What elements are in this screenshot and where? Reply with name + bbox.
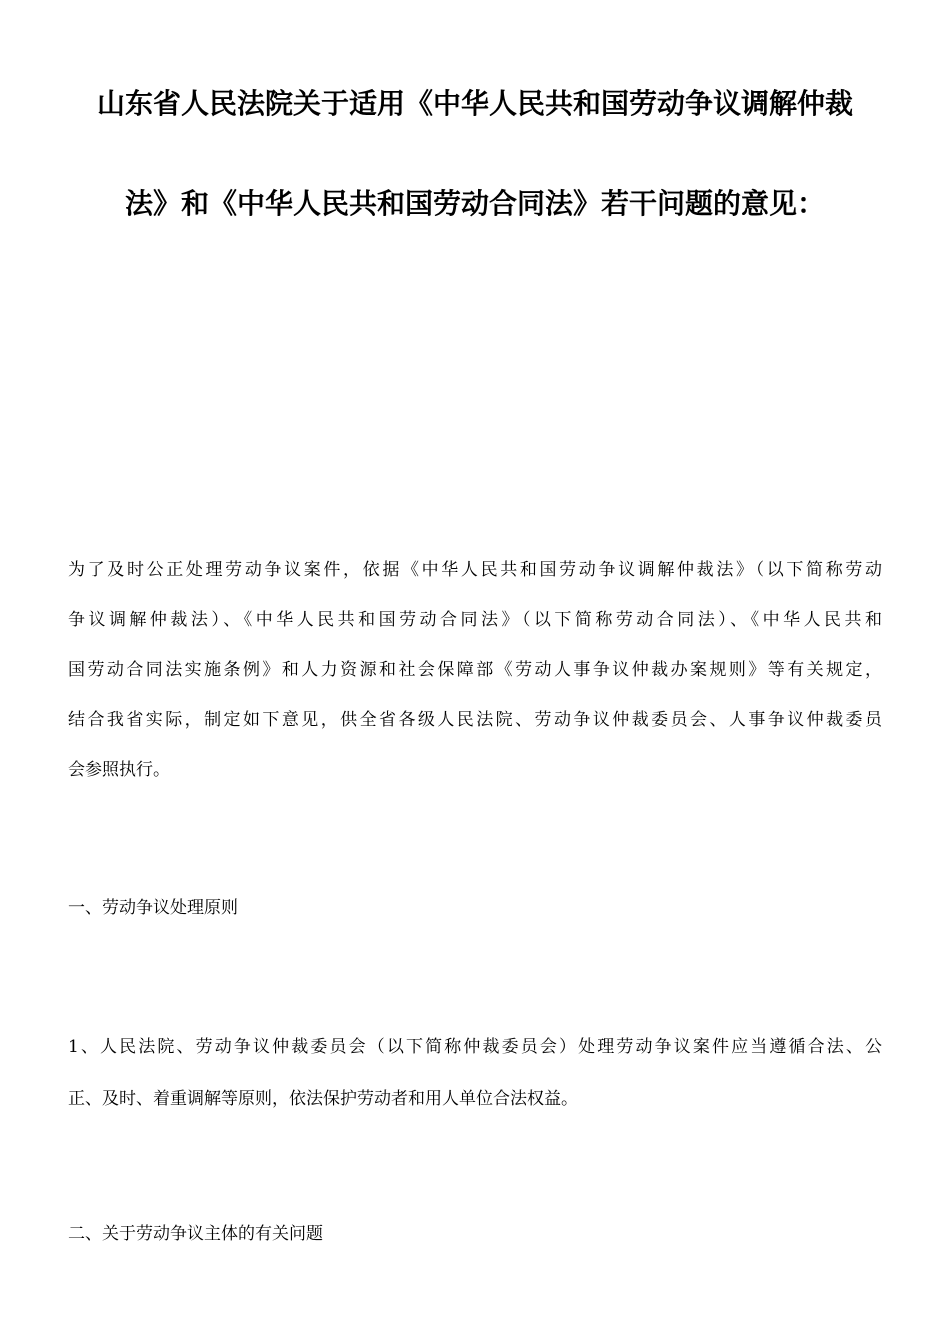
section-heading-1: 一、劳动争议处理原则 (68, 898, 238, 918)
document-title-line-2: 法》和《中华人民共和国劳动合同法》若干问题的意见： (124, 187, 825, 220)
item-1-line: 1、人民法院、劳动争议仲裁委员会（以下简称仲裁委员会）处理劳动争议案件应当遵循合法、公 (68, 1037, 882, 1057)
intro-line: 会参照执行。 (68, 760, 170, 780)
intro-line: 为了及时公正处理劳动争议案件，依据《中华人民共和国劳动争议调解仲裁法》（以下简称劳动 (68, 560, 882, 580)
intro-line: 争议调解仲裁法）、《中华人民共和国劳动合同法》（以下简称劳动合同法）、《中华人民共和 (68, 610, 882, 630)
intro-line: 国劳动合同法实施条例》和人力资源和社会保障部《劳动人事争议仲裁办案规则》等有关规定， (68, 660, 882, 680)
item-1-paragraph (68, 1032, 882, 1136)
document-title-line-1: 山东省人民法院关于适用《中华人民共和国劳动争议调解仲裁 (96, 87, 853, 120)
section-heading-2: 二、关于劳动争议主体的有关问题 (68, 1224, 323, 1244)
intro-paragraph (68, 552, 882, 802)
intro-line: 结合我省实际，制定如下意见，供全省各级人民法院、劳动争议仲裁委员会、人事争议仲裁委员 (68, 710, 882, 730)
item-1-line: 正、及时、着重调解等原则，依法保护劳动者和用人单位合法权益。 (68, 1089, 578, 1109)
